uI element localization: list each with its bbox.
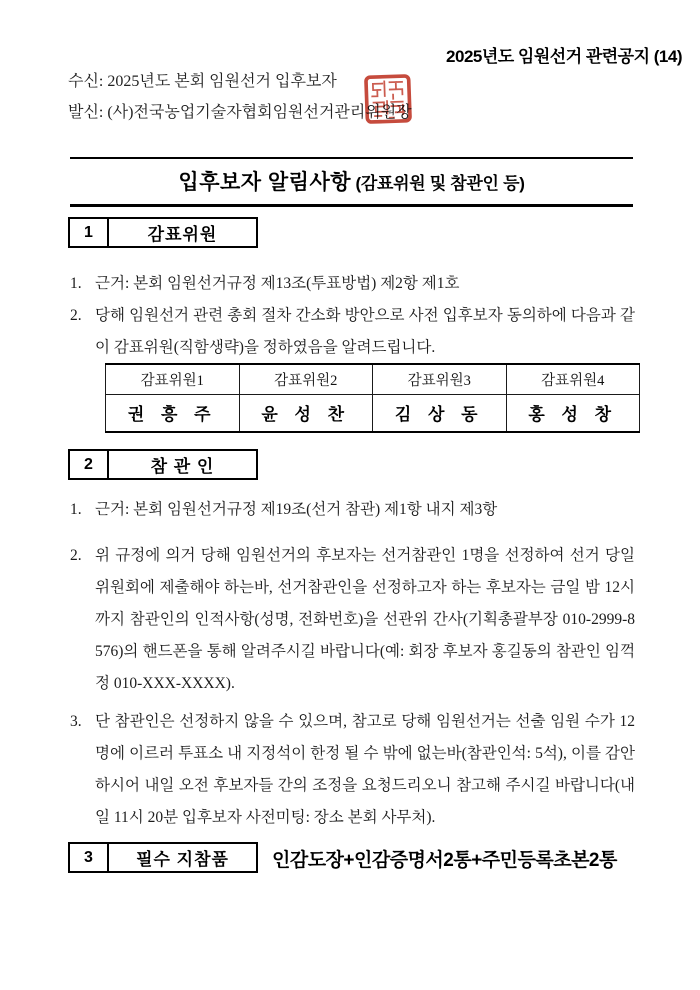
section-2-box <box>68 449 258 480</box>
item-text: 위 규정에 의거 당해 임원선거의 후보자는 선거참관인 1명을 선정하여 선거 당일 위원회에 제출해야 하는바, 선거참관인을 선정하고자 하는 후보자는 금일 밤 12시까지 참관인의 인적사항(성명, 전화번호)을 선관위 간사(기획총괄부장 010-2999-8576)의 핸드폰을 통해 알려주시길 바랍니다(예: 회장 후보자 홍길동의 참관인 임꺽정 010-XXX-XXXX). <box>95 547 635 692</box>
table-header-cell: 감표위원1 <box>106 364 240 394</box>
scrutineer-table <box>105 363 640 433</box>
item-number: 1. <box>70 501 82 518</box>
item-text: 근거: 본회 임원선거규정 제19조(선거 참관) 제1항 내지 제3항 <box>95 501 498 518</box>
item-text: 근거: 본회 임원선거규정 제13조(투표방법) 제2항 제1호 <box>95 275 460 292</box>
list-item <box>70 494 635 526</box>
item-text: 단 참관인은 선정하지 않을 수 있으며, 참고로 당해 임원선거는 선출 임원 수가 12명에 이르러 투표소 내 지정석이 한정 될 수 밖에 없는바(참관인석: 5석), 이를 감안하시어 내일 오전 후보자들 간의 조정을 요청드리오니 참고해 주시길 바랍니다(내일 11시 20분 입후보자 사전미팅: 장소 본회 사무처). <box>95 713 635 826</box>
document-title-band <box>70 157 633 207</box>
table-name-cell: 김 상 동 <box>373 394 507 432</box>
list-item <box>70 540 635 700</box>
section-3-title: 필수 지참품 <box>136 850 229 869</box>
sender-line: 발신: (사)전국농업기술자협회임원선거관리위원장 <box>68 104 412 121</box>
list-item <box>70 300 635 364</box>
recipient-line: 수신: 2025년도 본회 임원선거 입후보자 <box>68 73 337 90</box>
list-item <box>70 706 635 834</box>
required-items-text: 인감도장+인감증명서2통+주민등록초본2통 <box>272 850 617 871</box>
notice-number: 2025년도 임원선거 관련공지 (14) <box>446 47 682 66</box>
section-1-number: 1 <box>70 219 109 246</box>
table-name-row <box>106 394 640 432</box>
section-3-number: 3 <box>70 844 109 871</box>
table-header-row <box>106 364 640 394</box>
table-name-cell: 윤 성 찬 <box>239 394 373 432</box>
official-red-seal-icon <box>364 74 412 124</box>
document-title-suffix: (감표위원 및 참관인 등) <box>355 174 525 193</box>
section-2-title: 참 관 인 <box>150 457 215 476</box>
section-1-box <box>68 217 258 248</box>
section-3-box <box>68 842 258 873</box>
item-text: 당해 임원선거 관련 총회 절차 간소화 방안으로 사전 입후보자 동의하에 다음과 같이 감표위원(직함생략)을 정하였음을 알려드립니다. <box>95 307 635 356</box>
table-header-cell: 감표위원3 <box>373 364 507 394</box>
address-block <box>68 66 412 128</box>
table-name-cell: 권 흥 주 <box>106 394 240 432</box>
item-number: 2. <box>70 307 82 324</box>
table-name-cell: 홍 성 창 <box>506 394 640 432</box>
item-number: 1. <box>70 275 82 292</box>
item-number: 3. <box>70 713 82 730</box>
table-header-cell: 감표위원4 <box>506 364 640 394</box>
list-item <box>70 268 635 300</box>
section-2-number: 2 <box>70 451 109 478</box>
table-header-cell: 감표위원2 <box>239 364 373 394</box>
section-1-title: 감표위원 <box>147 225 218 244</box>
item-number: 2. <box>70 547 82 564</box>
document-title: 입후보자 알림사항 <box>178 171 352 194</box>
